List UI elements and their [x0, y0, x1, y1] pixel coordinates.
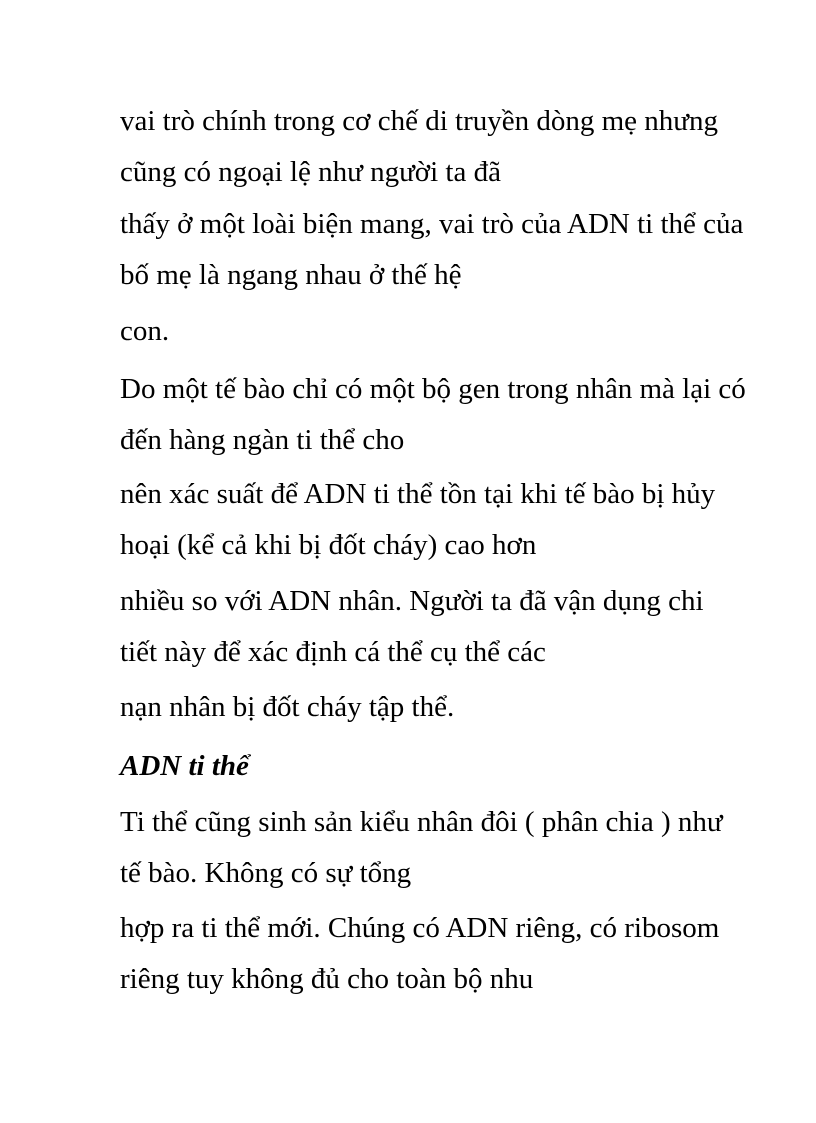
text-line: riêng tuy không đủ cho toàn bộ nhu [120, 963, 534, 995]
text-line: hoại (kể cả khi bị đốt cháy) cao hơn [120, 529, 537, 561]
text-line: Ti thể cũng sinh sản kiểu nhân đôi ( phân chia ) như [120, 806, 723, 838]
text-line: nhiều so với ADN nhân. Người ta đã vận dụng chi [120, 585, 704, 617]
text-line: bố mẹ là ngang nhau ở thế hệ [120, 259, 462, 291]
text-line: Do một tế bào chỉ có một bộ gen trong nhân mà lại có [120, 373, 746, 405]
text-line: cũng có ngoại lệ như người ta đã [120, 156, 501, 188]
text-line: thấy ở một loài biện mang, vai trò của ADN ti thể của [120, 208, 744, 240]
text-line: vai trò chính trong cơ chế di truyền dòng mẹ nhưng [120, 105, 719, 137]
text-line: hợp ra ti thể mới. Chúng có ADN riêng, có ribosom [120, 912, 720, 944]
text-line: nên xác suất để ADN ti thể tồn tại khi tế bào bị hủy [120, 478, 716, 510]
section-heading: ADN ti thể [120, 750, 249, 782]
text-line: con. [120, 315, 170, 347]
text-line: đến hàng ngàn ti thể cho [120, 424, 405, 456]
text-line: nạn nhân bị đốt cháy tập thể. [120, 691, 455, 723]
text-line: tế bào. Không có sự tổng [120, 857, 412, 889]
text-line: tiết này để xác định cá thể cụ thể các [120, 636, 546, 668]
